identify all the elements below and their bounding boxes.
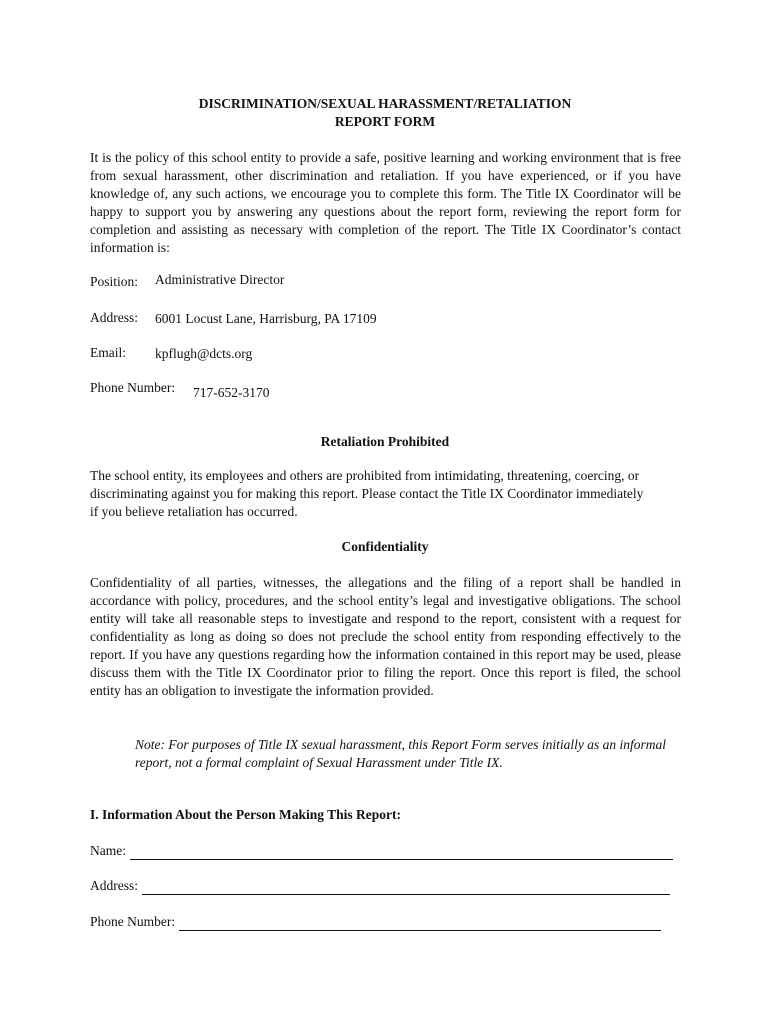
address-field[interactable]	[142, 880, 670, 895]
name-label: Name:	[90, 843, 126, 858]
address-field-label: Address:	[90, 878, 138, 893]
phone-label: Phone Number:	[90, 380, 176, 395]
confidentiality-heading: Confidentiality	[341, 539, 429, 554]
name-field[interactable]	[130, 845, 673, 860]
retaliation-heading: Retaliation Prohibited	[320, 434, 450, 449]
retaliation-paragraph: The school entity, its employees and others are prohibited from intimidating, threatening, coercing, or discriminating against you for making this report. Please contact the Title IX Coordinator immediately if you believe retaliation has occurred.	[90, 468, 644, 519]
address-field-row	[90, 877, 670, 895]
title-ix-note: Note: For purposes of Title IX sexual harassment, this Report Form serves initially as an informal report, not a formal complaint of Sexual Harassment under Title IX.	[135, 737, 666, 770]
form-title-line1: DISCRIMINATION/SEXUAL HARASSMENT/RETALIATION	[198, 96, 572, 111]
name-field-row	[90, 842, 673, 860]
phone-field-row	[90, 913, 661, 931]
position-label: Position:	[90, 274, 139, 289]
section1-heading: I. Information About the Person Making This Report:	[90, 807, 402, 822]
confidentiality-paragraph: Confidentiality of all parties, witnesses, the allegations and the filing of a report shall be handled in accordance with policy, procedures, and the school entity’s legal and investigative obligations. The school entity will take all reasonable steps to investigate and respond to the report, consistent with a request for confidentiality as long as doing so does not preclude the school entity from responding effectively to the report. If you have any questions regarding how the information contained in this report may be used, please discuss them with the Title IX Coordinator prior to filing the report. Once this report is filed, the school entity has an obligation to investigate the information provided.	[90, 575, 681, 698]
email-label: Email:	[90, 345, 126, 360]
address-label: Address:	[90, 310, 138, 325]
phone-field-label: Phone Number:	[90, 914, 176, 929]
email-value: kpflugh@dcts.org	[155, 346, 253, 361]
address-value: 6001 Locust Lane, Harrisburg, PA 17109	[155, 311, 377, 326]
position-value: Administrative Director	[155, 272, 285, 287]
form-title-line2: REPORT FORM	[334, 114, 436, 129]
phone-value: 717-652-3170	[193, 385, 270, 400]
phone-field[interactable]	[179, 916, 661, 931]
intro-paragraph: It is the policy of this school entity to provide a safe, positive learning and working environment that is free from sexual harassment, other discrimination and retaliation. If you have experienced, or if you have knowledge of, any such actions, we encourage you to complete this form. The Title IX Coordinator will be happy to support you by answering any questions about the report form, reviewing the report form for completion and assisting as necessary with completion of the report. The Title IX Coordinator’s contact information is:	[90, 150, 681, 255]
